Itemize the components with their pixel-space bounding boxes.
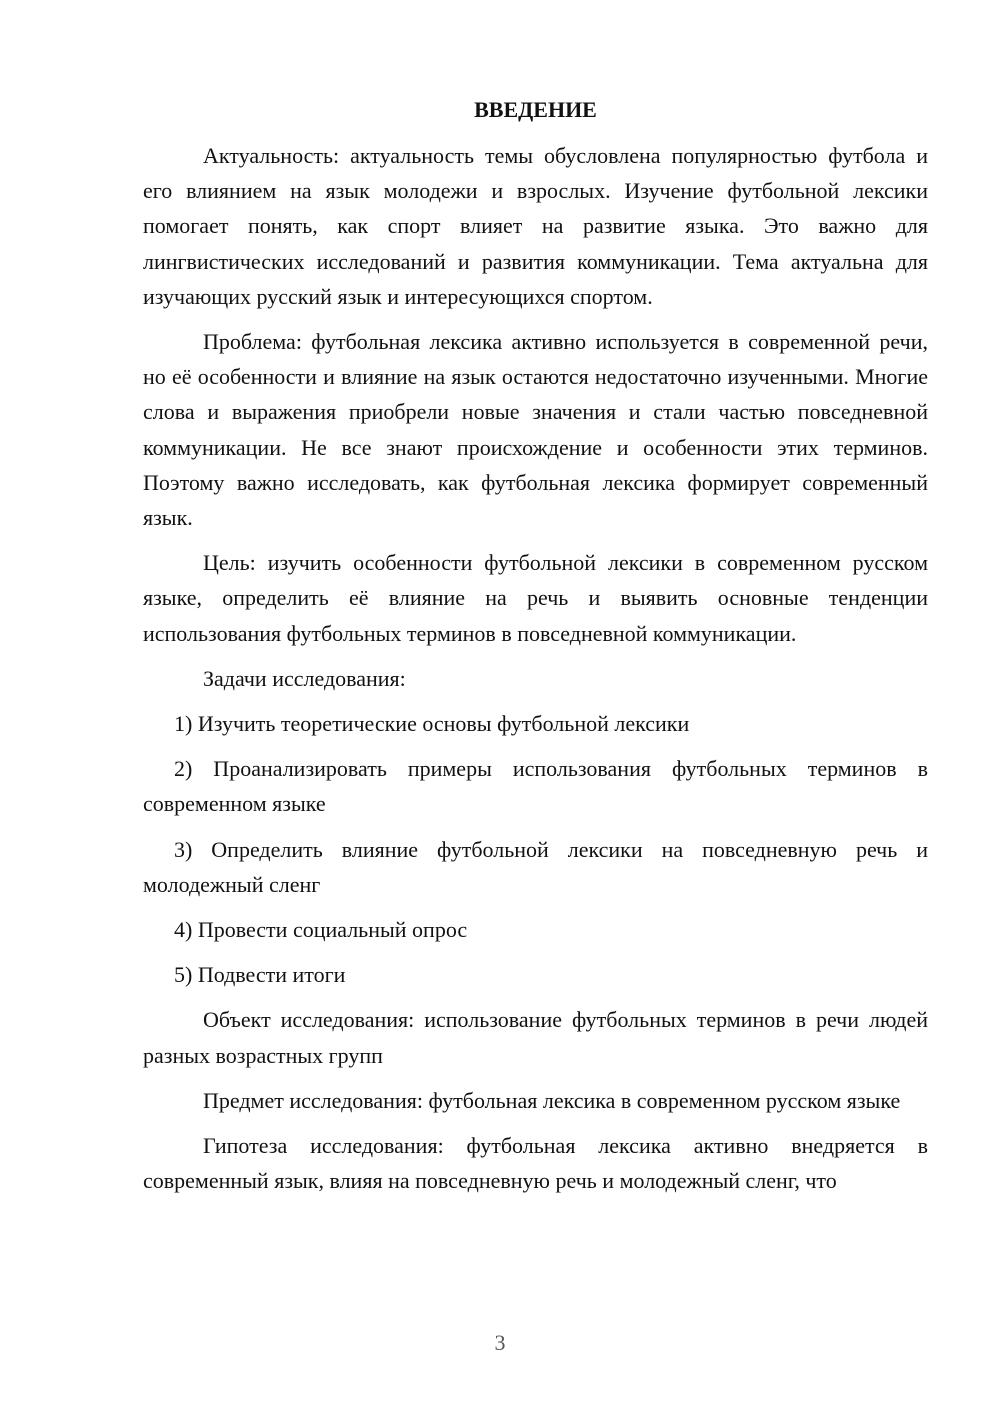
task-item-5: 5) Подвести итоги <box>174 962 346 988</box>
task-item-1: 1) Изучить теоретические основы футбольной лексики <box>174 711 690 737</box>
tasks-heading: Задачи исследования: <box>203 665 406 691</box>
page-content <box>143 94 928 1208</box>
paragraph-subject: Предмет исследования: футбольная лексика в современном русском языке <box>203 1087 901 1113</box>
page-number: 3 <box>494 1330 506 1355</box>
paragraph-hypothesis: Гипотеза исследования: футбольная лексика активно внедряется в современный язык, влияя на повседневную речь и молодежный сленг, что <box>143 1133 928 1194</box>
task-item-4: 4) Провести социальный опрос <box>174 917 468 943</box>
task-item-2: 2) Проанализировать примеры использования футбольных терминов в современном языке <box>143 756 928 817</box>
task-item-3: 3) Определить влияние футбольной лексики на повседневную речь и молодежный сленг <box>143 836 928 897</box>
paragraph-relevance: Актуальность: актуальность темы обусловлена популярностью футбола и его влиянием на язык молодежи и взрослых. Изучение футбольной лексики помогает понять, как спорт влияет на развитие языка. Это важно для лингвистических исследований и развития коммуникации. Тема актуальна для изучающих русский язык и интересующихся спортом. <box>143 143 928 309</box>
paragraph-problem: Проблема: футбольная лексика активно используется в современной речи, но её особенности и влияние на язык остаются недостаточно изученными. Многие слова и выражения приобрели новые значения и стали частью повседневной коммуникации. Не все знают происхождение и особенности этих терминов. Поэтому важно исследовать, как футбольная лексика формирует современный язык. <box>143 329 928 531</box>
paragraph-object: Объект исследования: использование футбольных терминов в речи людей разных возрастных групп <box>143 1007 928 1068</box>
section-title: ВВЕДЕНИЕ <box>474 97 597 122</box>
paragraph-goal: Цель: изучить особенности футбольной лексики в современном русском языке, определить её влияние на речь и выявить основные тенденции использования футбольных терминов в повседневной коммуникации. <box>143 550 928 646</box>
